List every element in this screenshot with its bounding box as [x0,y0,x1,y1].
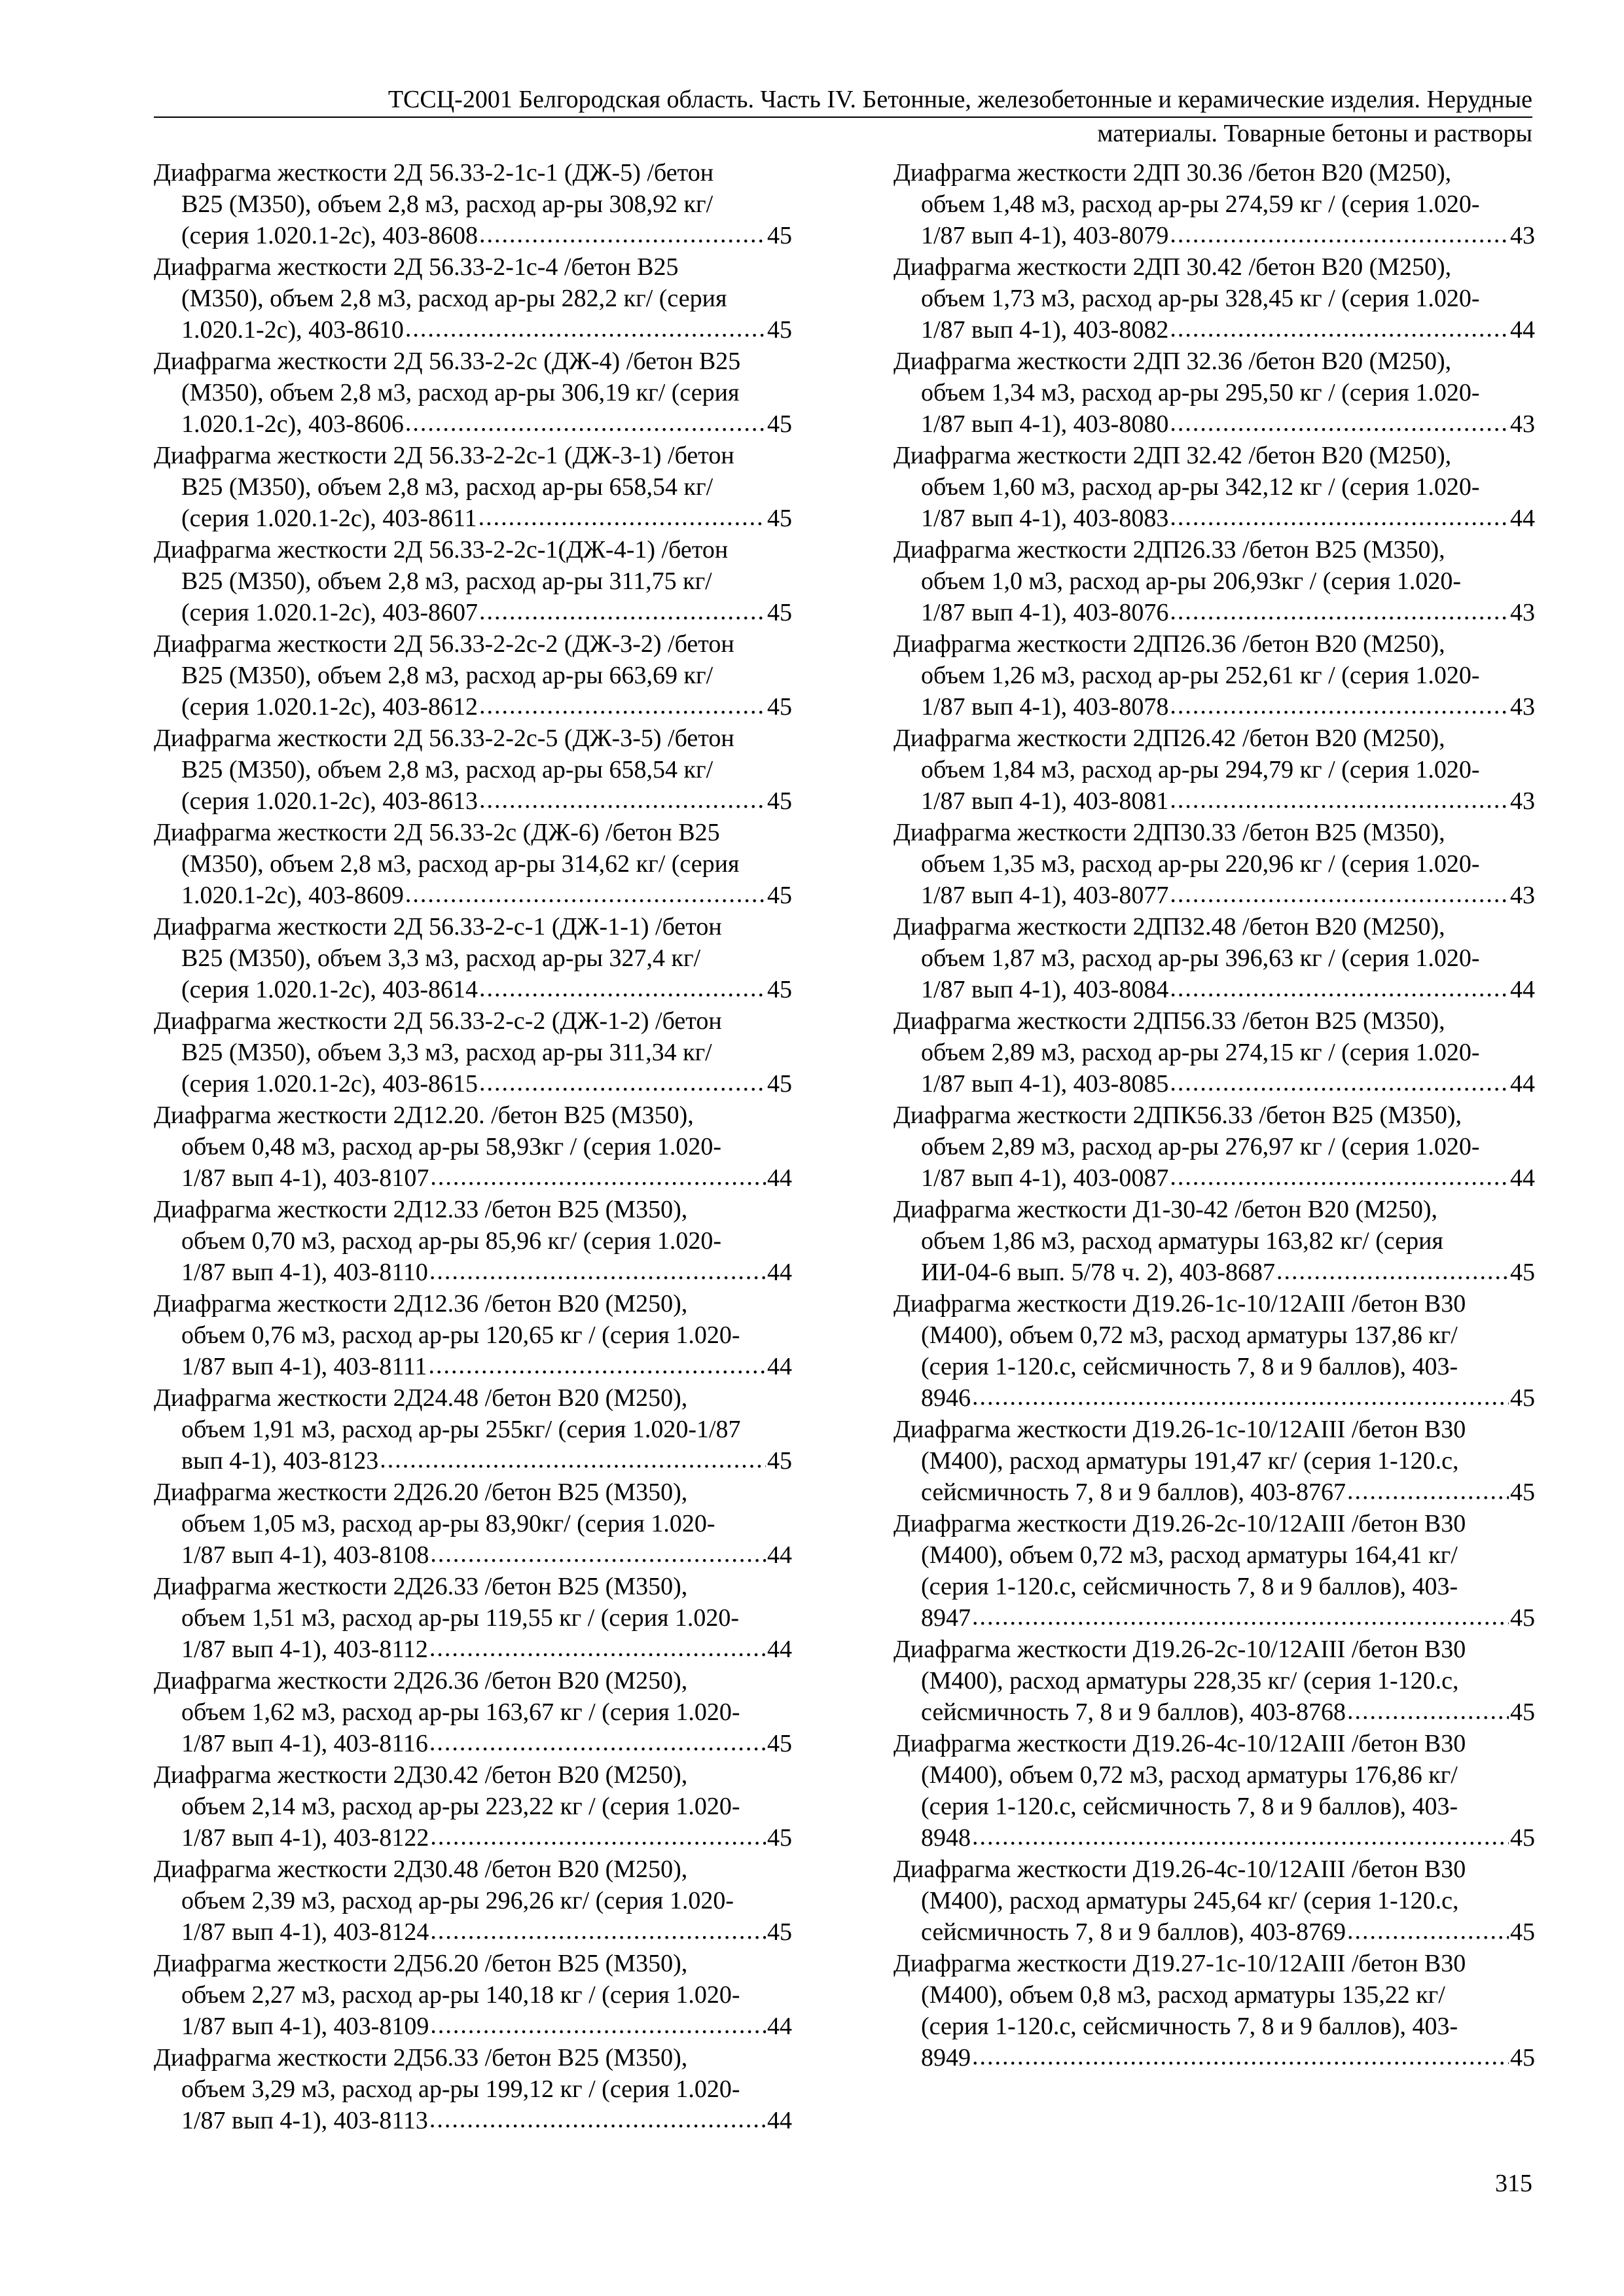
entry-text-line: Диафрагма жесткости Д19.26-1с-10/12АIII /бетон В30 [893,1416,1466,1443]
entry-page-ref: 45 [767,1070,792,1098]
entry-page-ref: 45 [1510,2044,1535,2072]
entry-page-ref: 45 [767,882,792,909]
entry-text-line: объем 2,89 м3, расход ар-ры 276,97 кг / (серия 1.020- [921,1133,1480,1160]
index-entry [893,628,1535,723]
dot-leader [1170,784,1509,816]
dot-leader [429,2104,766,2135]
entry-page-ref: 44 [767,2013,792,2040]
entry-text-line: Диафрагма жесткости Д19.27-1с-10/12АIII /бетон В30 [893,1950,1466,1977]
entry-text-line: В25 (М350), объем 2,8 м3, расход ар-ры 311,75 кг/ [181,567,712,595]
entry-text-line: Диафрагма жесткости 2Д 56.33-2-1с-1 (ДЖ-5) /бетон [154,159,714,187]
entry-text-line: 1.020.1-2с), 403-8606 [181,410,404,438]
index-entry [154,1759,792,1854]
entry-text-line: (М350), объем 2,8 м3, расход ар-ры 282,2 кг/ (серия [181,285,727,312]
entry-text-line: Диафрагма жесткости Д1-30-42 /бетон В20 (М250), [893,1196,1438,1223]
entry-text-line: сейсмичность 7, 8 и 9 баллов), 403-8768 [921,1698,1346,1726]
entry-page-ref: 45 [767,505,792,532]
entry-text-line: В25 (М350), объем 3,3 м3, расход ар-ры 311,34 кг/ [181,1039,712,1066]
entry-text-line: Диафрагма жесткости 2ДПК56.33 /бетон В25 (М350), [893,1102,1462,1129]
entry-page-ref: 45 [767,316,792,344]
index-entry [154,817,792,911]
entry-text-line: 1/87 вып 4-1), 403-8076 [921,599,1169,626]
index-entry [893,817,1535,911]
dot-leader [479,219,766,250]
entry-text-line: Диафрагма жесткости 2Д 56.33-2-2с-2 (ДЖ-3-2) /бетон [154,630,734,658]
index-entry [893,1508,1535,1634]
entry-text-line: Диафрагма жесткости 2Д 56.33-2-с-2 (ДЖ-1-2) /бетон [154,1007,722,1035]
entry-text-line: 1/87 вып 4-1), 403-0087 [921,1164,1169,1192]
entry-page-ref: 44 [1510,505,1535,532]
index-entry [154,1005,792,1100]
index-entry [154,2042,792,2136]
entry-text-line: объем 2,89 м3, расход ар-ры 274,15 кг / (серия 1.020- [921,1039,1480,1066]
entry-text-line: (серия 1.020.1-2с), 403-8611 [181,505,477,532]
entry-text-line: (М400), расход арматуры 228,35 кг/ (серия 1-120.с, [921,1667,1459,1695]
entry-text-line: 1/87 вып 4-1), 403-8081 [921,787,1169,815]
entry-page-ref: 44 [767,1636,792,1663]
index-entry [154,723,792,817]
entry-text-line: Диафрагма жесткости Д19.26-4с-10/12АIII /бетон В30 [893,1856,1466,1883]
entry-page-ref: 43 [1510,599,1535,626]
index-entry [893,1194,1535,1288]
entry-text-line: Диафрагма жесткости 2Д12.36 /бетон В20 (М250), [154,1290,688,1318]
entry-page-ref: 44 [767,1353,792,1380]
dot-leader [1170,1161,1509,1193]
dot-leader [380,1444,766,1475]
entry-text-line: 1/87 вып 4-1), 403-8108 [181,1541,429,1569]
index-entry [154,440,792,534]
entry-text-line: сейсмичность 7, 8 и 9 баллов), 403-8767 [921,1479,1346,1506]
entry-page-ref: 44 [767,2107,792,2134]
entry-text-line: (серия 1.020.1-2с), 403-8608 [181,222,478,249]
entry-text-line: ИИ-04-6 вып. 5/78 ч. 2), 403-8687 [921,1259,1275,1286]
entry-text-line: 1/87 вып 4-1), 403-8110 [181,1259,428,1286]
index-entry [154,1382,792,1477]
entry-page-ref: 45 [767,1824,792,1852]
dot-leader [430,1821,766,1852]
entry-text-line: объем 1,86 м3, расход арматуры 163,82 кг/ (серия [921,1227,1443,1255]
page-number: 315 [1495,2170,1532,2197]
entry-page-ref: 45 [767,1447,792,1475]
index-entry [893,157,1535,251]
entry-text-line: (серия 1-120.с, сейсмичность 7, 8 и 9 баллов), 403- [921,1353,1458,1380]
entry-page-ref: 43 [1510,882,1535,909]
entry-text-line: сейсмичность 7, 8 и 9 баллов), 403-8769 [921,1918,1346,1946]
entry-text-line: Диафрагма жесткости 2Д 56.33-2с (ДЖ-6) /бетон В25 [154,819,720,846]
entry-text-line: Диафрагма жесткости Д19.26-2с-10/12АIII /бетон В30 [893,1636,1466,1663]
entry-text-line: Диафрагма жесткости 2Д26.36 /бетон В20 (М250), [154,1667,688,1695]
index-entry [154,534,792,628]
entry-text-line: Диафрагма жесткости 2ДП 32.42 /бетон В20 (М250), [893,442,1452,469]
dot-leader [1170,1067,1509,1098]
entry-page-ref: 43 [1510,787,1535,815]
index-entry [154,628,792,723]
entry-page-ref: 45 [767,976,792,1003]
entry-text-line: Диафрагма жесткости 2ДП32.48 /бетон В20 (М250), [893,913,1445,941]
entry-text-line: Диафрагма жесткости 2Д 56.33-2-2с-1(ДЖ-4-1) /бетон [154,536,729,564]
entry-text-line: (серия 1-120.с, сейсмичность 7, 8 и 9 баллов), 403- [921,1573,1458,1600]
dot-leader [1347,1475,1509,1507]
dot-leader [429,1632,766,1664]
entry-page-ref: 44 [1510,1070,1535,1098]
entry-page-ref: 44 [767,1541,792,1569]
index-column-left [154,157,792,2136]
entry-text-line: объем 1,62 м3, расход ар-ры 163,67 кг / (серия 1.020- [181,1698,740,1726]
entry-page-ref: 44 [767,1164,792,1192]
dot-leader [405,313,766,344]
entry-text-line: Диафрагма жесткости Д19.26-2с-10/12АIII /бетон В30 [893,1510,1466,1537]
entry-text-line: объем 0,70 м3, расход ар-ры 85,96 кг/ (серия 1.020- [181,1227,721,1255]
entry-page-ref: 44 [1510,1164,1535,1192]
entry-text-line: 8947 [921,1604,971,1632]
dot-leader [1170,219,1509,250]
dot-leader [479,690,766,721]
entry-text-line: объем 1,84 м3, расход ар-ры 294,79 кг / (серия 1.020- [921,756,1480,783]
entry-text-line: объем 1,91 м3, расход ар-ры 255кг/ (серия 1.020-1/87 [181,1416,741,1443]
index-entry [154,1288,792,1382]
index-entry [154,1948,792,2042]
index-entry [893,346,1535,440]
dot-leader [405,407,766,439]
index-entry [154,1665,792,1759]
index-entry [893,723,1535,817]
entry-text-line: объем 0,76 м3, расход ар-ры 120,65 кг / (серия 1.020- [181,1321,740,1349]
entry-text-line: Диафрагма жесткости 2ДП26.42 /бетон В20 (М250), [893,725,1445,752]
dot-leader [1170,596,1509,627]
entry-page-ref: 45 [767,693,792,721]
dot-leader [1347,1915,1509,1946]
entry-text-line: 1/87 вып 4-1), 403-8109 [181,2013,429,2040]
entry-text-line: 8948 [921,1824,971,1852]
entry-text-line: 1/87 вып 4-1), 403-8113 [181,2107,428,2134]
entry-text-line: (серия 1.020.1-2с), 403-8614 [181,976,478,1003]
entry-page-ref: 44 [1510,976,1535,1003]
entry-text-line: Диафрагма жесткости 2Д30.42 /бетон В20 (М250), [154,1761,688,1789]
index-entry [154,1100,792,1194]
index-entry [893,534,1535,628]
entry-text-line: 1/87 вып 4-1), 403-8124 [181,1918,429,1946]
entry-text-line: 8949 [921,2044,971,2072]
entry-text-line: Диафрагма жесткости 2Д 56.33-2-2с (ДЖ-4) /бетон В25 [154,348,741,375]
entry-text-line: вып 4-1), 403-8123 [181,1447,379,1475]
index-column-right [893,157,1535,2073]
index-entry [893,1005,1535,1100]
entry-text-line: Диафрагма жесткости 2Д56.20 /бетон В25 (М350), [154,1950,688,1977]
entry-text-line: Диафрагма жесткости 2ДП30.33 /бетон В25 (М350), [893,819,1445,846]
dot-leader [430,1538,766,1570]
entry-text-line: (серия 1.020.1-2с), 403-8607 [181,599,478,626]
entry-text-line: (М400), расход арматуры 245,64 кг/ (серия 1-120.с, [921,1887,1459,1914]
dot-leader [972,1821,1509,1852]
entry-text-line: (М400), расход арматуры 191,47 кг/ (серия 1-120.с, [921,1447,1459,1475]
entry-page-ref: 45 [1510,1698,1535,1726]
entry-text-line: В25 (М350), объем 2,8 м3, расход ар-ры 658,54 кг/ [181,473,713,501]
entry-page-ref: 45 [1510,1824,1535,1852]
index-entry [154,251,792,346]
dot-leader [1170,501,1509,533]
index-entry [893,440,1535,534]
entry-text-line: (М400), объем 0,72 м3, расход арматуры 137,86 кг/ [921,1321,1458,1349]
entry-text-line: (М400), объем 0,72 м3, расход арматуры 164,41 кг/ [921,1541,1458,1569]
dot-leader [429,1727,766,1758]
entry-text-line: Диафрагма жесткости 2ДП56.33 /бетон В25 (М350), [893,1007,1445,1035]
index-entry [893,1728,1535,1854]
entry-text-line: объем 1,87 м3, расход ар-ры 396,63 кг / (серия 1.020- [921,944,1480,972]
dot-leader [429,1350,766,1381]
dot-leader [1170,313,1509,344]
index-entry [893,1100,1535,1194]
dot-leader [430,1161,766,1193]
dot-leader [1170,407,1509,439]
entry-page-ref: 45 [767,787,792,815]
entry-text-line: 1/87 вып 4-1), 403-8077 [921,882,1169,909]
entry-text-line: объем 1,73 м3, расход ар-ры 328,45 кг / (серия 1.020- [921,285,1480,312]
index-entry [154,1194,792,1288]
entry-page-ref: 45 [1510,1918,1535,1946]
dot-leader [479,973,766,1004]
entry-text-line: объем 1,34 м3, расход ар-ры 295,50 кг / (серия 1.020- [921,379,1480,406]
entry-text-line: Диафрагма жесткости 2Д12.20. /бетон В25 (М350), [154,1102,694,1129]
index-entry [893,1854,1535,1948]
entry-text-line: Диафрагма жесткости 2ДП 32.36 /бетон В20 (М250), [893,348,1452,375]
entry-text-line: объем 2,27 м3, расход ар-ры 140,18 кг / (серия 1.020- [181,1981,740,2009]
entry-text-line: Диафрагма жесткости 2Д26.33 /бетон В25 (М350), [154,1573,688,1600]
index-entry [893,1634,1535,1728]
entry-text-line: 1/87 вып 4-1), 403-8083 [921,505,1169,532]
dot-leader [1170,878,1509,910]
running-header [154,84,1532,149]
entry-text-line: 1/87 вып 4-1), 403-8078 [921,693,1169,721]
entry-text-line: 1/87 вып 4-1), 403-8122 [181,1824,429,1852]
dot-leader [1170,973,1509,1004]
dot-leader [479,784,766,816]
entry-page-ref: 45 [767,410,792,438]
dot-leader [479,596,766,627]
entry-text-line: Диафрагма жесткости 2ДП 30.36 /бетон В20 (М250), [893,159,1452,187]
entry-text-line: объем 3,29 м3, расход ар-ры 199,12 кг / (серия 1.020- [181,2075,740,2103]
dot-leader [479,1067,766,1098]
index-entry [893,1288,1535,1414]
index-entry [154,911,792,1005]
entry-text-line: объем 1,48 м3, расход ар-ры 274,59 кг / (серия 1.020- [921,190,1480,218]
entry-text-line: Диафрагма жесткости 2Д 56.33-2-2с-1 (ДЖ-3-1) /бетон [154,442,734,469]
entry-text-line: (М400), объем 0,72 м3, расход арматуры 176,86 кг/ [921,1761,1458,1789]
entry-page-ref: 43 [1510,410,1535,438]
entry-page-ref: 45 [767,222,792,249]
entry-text-line: 8946 [921,1384,971,1412]
entry-text-line: (М400), объем 0,8 м3, расход арматуры 135,22 кг/ [921,1981,1445,2009]
entry-text-line: (серия 1-120.с, сейсмичность 7, 8 и 9 баллов), 403- [921,2013,1458,2040]
entry-text-line: 1/87 вып 4-1), 403-8116 [181,1730,428,1757]
dot-leader [405,878,766,910]
entry-text-line: В25 (М350), объем 2,8 м3, расход ар-ры 308,92 кг/ [181,190,713,218]
dot-leader [1170,690,1509,721]
entry-text-line: (серия 1.020.1-2с), 403-8615 [181,1070,478,1098]
entry-text-line: Диафрагма жесткости 2ДП26.33 /бетон В25 (М350), [893,536,1445,564]
entry-text-line: 1/87 вып 4-1), 403-8082 [921,316,1169,344]
entry-text-line: Диафрагма жесткости 2Д56.33 /бетон В25 (М350), [154,2044,688,2072]
index-entry [154,157,792,251]
entry-text-line: (серия 1-120.с, сейсмичность 7, 8 и 9 баллов), 403- [921,1793,1458,1820]
entry-text-line: объем 2,14 м3, расход ар-ры 223,22 кг / (серия 1.020- [181,1793,740,1820]
index-entry [893,1948,1535,2073]
dot-leader [430,2009,766,2041]
entry-text-line: объем 0,48 м3, расход ар-ры 58,93кг / (серия 1.020- [181,1133,721,1160]
entry-text-line: 1/87 вып 4-1), 403-8084 [921,976,1169,1003]
entry-text-line: Диафрагма жесткости 2Д24.48 /бетон В20 (М250), [154,1384,688,1412]
entry-text-line: В25 (М350), объем 2,8 м3, расход ар-ры 663,69 кг/ [181,662,713,689]
entry-page-ref: 45 [1510,1604,1535,1632]
index-entry [893,911,1535,1005]
dot-leader [1347,1695,1509,1727]
entry-page-ref: 43 [1510,693,1535,721]
entry-text-line: объем 1,0 м3, расход ар-ры 206,93кг / (серия 1.020- [921,567,1461,595]
entry-text-line: 1/87 вып 4-1), 403-8085 [921,1070,1169,1098]
entry-text-line: В25 (М350), объем 3,3 м3, расход ар-ры 327,4 кг/ [181,944,701,972]
dot-leader [429,1255,766,1287]
entry-page-ref: 44 [1510,316,1535,344]
index-entry [893,1414,1535,1508]
entry-text-line: Диафрагма жесткости 2Д 56.33-2-с-1 (ДЖ-1-1) /бетон [154,913,722,941]
dot-leader [478,501,766,533]
entry-text-line: В25 (М350), объем 2,8 м3, расход ар-ры 658,54 кг/ [181,756,713,783]
entry-page-ref: 45 [767,1730,792,1757]
entry-text-line: объем 1,51 м3, расход ар-ры 119,55 кг / (серия 1.020- [181,1604,740,1632]
entry-page-ref: 45 [767,1918,792,1946]
entry-text-line: 1/87 вып 4-1), 403-8079 [921,222,1169,249]
entry-text-line: 1/87 вып 4-1), 403-8107 [181,1164,429,1192]
entry-page-ref: 45 [1510,1259,1535,1286]
entry-text-line: (серия 1.020.1-2с), 403-8612 [181,693,478,721]
entry-text-line: Диафрагма жесткости 2Д26.20 /бетон В25 (М350), [154,1479,688,1506]
entry-text-line: объем 1,35 м3, расход ар-ры 220,96 кг / (серия 1.020- [921,850,1480,878]
entry-text-line: 1/87 вып 4-1), 403-8080 [921,410,1169,438]
entry-text-line: Диафрагма жесткости Д19.26-1с-10/12АIII /бетон В30 [893,1290,1466,1318]
entry-text-line: Диафрагма жесткости 2ДП 30.42 /бетон В20 (М250), [893,253,1452,281]
entry-text-line: объем 1,60 м3, расход ар-ры 342,12 кг / (серия 1.020- [921,473,1480,501]
entry-page-ref: 45 [1510,1479,1535,1506]
entry-text-line: 1/87 вып 4-1), 403-8111 [181,1353,427,1380]
dot-leader [972,2041,1509,2072]
entry-text-line: 1.020.1-2с), 403-8609 [181,882,404,909]
entry-text-line: (М350), объем 2,8 м3, расход ар-ры 314,62 кг/ (серия [181,850,740,878]
dot-leader [972,1381,1509,1412]
index-entry [154,1571,792,1665]
entry-page-ref: 43 [1510,222,1535,249]
index-entry [154,346,792,440]
entry-text-line: объем 1,26 м3, расход ар-ры 252,61 кг / (серия 1.020- [921,662,1480,689]
index-entry [154,1854,792,1948]
dot-leader [1276,1255,1509,1287]
index-entry [893,251,1535,346]
entry-text-line: объем 2,39 м3, расход ар-ры 296,26 кг/ (серия 1.020- [181,1887,734,1914]
entry-text-line: (М350), объем 2,8 м3, расход ар-ры 306,19 кг/ (серия [181,379,740,406]
dot-leader [972,1601,1509,1632]
dot-leader [430,1915,766,1946]
entry-page-ref: 45 [1510,1384,1535,1412]
entry-text-line: (серия 1.020.1-2с), 403-8613 [181,787,478,815]
header-title-line2: материалы. Товарные бетоны и растворы [1097,120,1532,147]
entry-text-line: Диафрагма жесткости 2Д30.48 /бетон В20 (М250), [154,1856,688,1883]
entry-text-line: Диафрагма жесткости 2ДП26.36 /бетон В20 (М250), [893,630,1445,658]
entry-text-line: 1/87 вып 4-1), 403-8112 [181,1636,428,1663]
entry-text-line: объем 1,05 м3, расход ар-ры 83,90кг/ (серия 1.020- [181,1510,715,1537]
index-entry [154,1477,792,1571]
entry-text-line: Диафрагма жесткости 2Д 56.33-2-1с-4 /бетон В25 [154,253,679,281]
entry-page-ref: 45 [767,599,792,626]
header-title-line1: ТССЦ-2001 Белгородская область. Часть IV. Бетонные, железобетонные и керамические изделия. Нерудные [388,86,1532,113]
entry-text-line: Диафрагма жесткости Д19.26-4с-10/12АIII /бетон В30 [893,1730,1466,1757]
entry-text-line: 1.020.1-2с), 403-8610 [181,316,404,344]
entry-text-line: Диафрагма жесткости 2Д12.33 /бетон В25 (М350), [154,1196,688,1223]
entry-text-line: Диафрагма жесткости 2Д 56.33-2-2с-5 (ДЖ-3-5) /бетон [154,725,734,752]
entry-page-ref: 44 [767,1259,792,1286]
